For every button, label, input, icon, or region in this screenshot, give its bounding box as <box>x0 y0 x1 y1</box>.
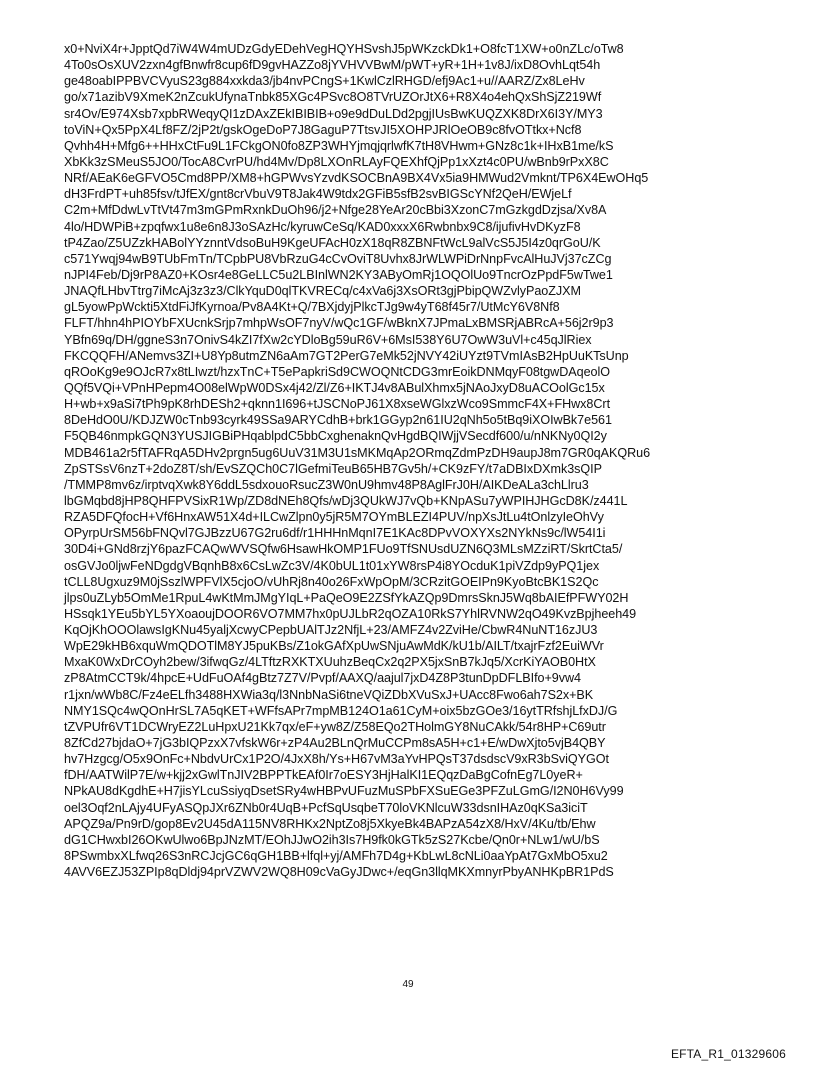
text-line: lbGMqbd8jHP8QHFPVSixR1Wp/ZD8dNEh8Qfs/wDj3QUkWJ7vQb+KNpASu7yWPIHJHGcD8K/z441L <box>64 493 628 508</box>
text-line: FKCQQFH/ANemvs3ZI+U8Yp8utmZN6aAm7GT2PerG7eMk52jNVY42iUYzt9TVmIAsB2HpUuKTsUnp <box>64 348 629 363</box>
text-line: F5QB46nmpkGQN3YUSJIGBiPHqablpdC5bbCxghenaknQvHgdBQIWjjVSecdf600/u/nNKNy0QI2y <box>64 429 607 444</box>
encoded-text-body <box>64 41 764 880</box>
text-line: KqOjKhOOOlawsIgKNu45yaljXcwyCPepbUAlTJz2NfjL+23/AMFZ4v2ZviHe/CbwR4NuNT16zJU3 <box>64 623 598 638</box>
text-line: 30D4i+GNd8rzjY6pazFCAQwWVSQfw6HsawHkOMP1FUo9TfSNUsdUZN6Q3MLsMZziRT/SkrtCta5/ <box>64 542 623 557</box>
text-line: MDB461a2r5fTAFRqA5DHv2prgn5ug6UuV31M3U1sMKMqAp2ORmqZdmPzDH9aupJ8m7GR0qAKQRu6 <box>64 445 651 460</box>
text-line: 8ZfCd27bjdaO+7jG3bIQPzxX7vfskW6r+zP4Au2BLnQrMuCCPm8sA5H+c1+E/wDwXjto5vjB4QBY <box>64 736 606 751</box>
text-line: c571Ywqj94wB9TUbFmTn/TCpbPU8VbRzuG4cCvOviT8Uvhx8JrWLWPiDrNnpFvcAlHuJVj37cZCg <box>64 251 612 266</box>
text-line: HSsqk1YEu5bYL5YXoaoujDOOR6VO7MM7hx0pUJLbR2qOZA10RkS7YhlRVNW2qO49KvzBpjheeh49 <box>64 606 637 621</box>
text-line: 4To0sOsXUV2zxn4gfBnwfr8cup6fD9gvHAZZo8jYVHVVBwM/pWT+yR+1H+1v8J/ixD8OvhLqt54h <box>64 58 601 73</box>
text-line: zP8AtmCCT9k/4hpcE+UdFuOAf4gBtz7Z7V/Pvpf/AAXQ/aajul7jxD4Z8P3tunDpDFLBIfo+9vw4 <box>64 671 581 686</box>
text-line: gL5yowPpWckti5XtdFiJfKyrnoa/Pv8A4Kt+Q/7BXjdyjPlkcTJg9w4yT68f45r7/UtMcY6V8Nf8 <box>64 300 560 315</box>
text-line: oel3Oqf2nLAjy4UFyASQpJXr6ZNb0r4UqB+PcfSqUsqbeT70loVKNlcuW33dsnIHAz0qKSa3iciT <box>64 800 588 815</box>
text-line: JNAQfLHbvTtrg7iMcAj3z3z3/ClkYquD0qlTKVRECq/c4xVa6j3XsORt3gjPbipQWZvlyPaoZJXM <box>64 284 581 299</box>
text-line: 8DeHdO0U/KDJZW0cTnb93cyrk49SSa9ARYCdhB+brk1GGyp2n61IU2qNh5o5tBq9iXOIwBk7e561 <box>64 413 612 428</box>
text-line: NMY1SQc4wQOnHrSL7A5qKET+WFfsAPr7mpMB124O1a61CyM+oix5bzGOe3/16ytTRfshjLfxDJ/G <box>64 703 618 718</box>
text-line: toViN+Qx5PpX4Lf8FZ/2jP2t/gskOgeDoP7J8GaguP7TtsvJI5XOHPJRlOeOB9c8fvOTtkx+Ncf8 <box>64 122 582 137</box>
text-line: XbKk3zSMeuS5JO0/TocA8CvrPU/hd4Mv/Dp8LXOnRLAyFQEXhfQjPp1xXzt4c0PU/wBnb9rPxX8C <box>64 154 609 169</box>
text-line: fDH/AATWilP7E/w+kjj2xGwlTnJIV2BPPTkEAf0Ir7oESY3HjHalKI1EQqzDaBgCofnEg7L0yeR+ <box>64 768 583 783</box>
text-line: go/x71azibV9XmeK2nZcukUfynaTnbk85XGc4PSvc8O8TVrUZOrJtX6+R8X4o4ehQxShSjZ219Wf <box>64 90 602 105</box>
text-line: osGVJo0ljwFeNDgdgVBqnhB8x6CsLwZc3V/4K0bUL1t01xYW8rsP4i8YOcduK1piVZdp9yPQ1jex <box>64 558 600 573</box>
text-line: 4lo/HDWPiB+zpqfwx1u8e6n8J3oSAzHc/kyruwCeSq/KAD0xxxX6Rwbnbx9C8/ijufivHvDKyzF8 <box>64 219 581 234</box>
text-line: hv7Hzgcg/O5x9OnFc+NbdvUrCx1P2O/4JxX8h/Ys+H67vM3aYvHPQsT37dsdscV9xR3bSviQYGOt <box>64 752 609 767</box>
text-line: tCLL8Ugxuz9M0jSszlWPFVlX5cjoO/vUhRj8n40o26FxWpOpM/3CRzitGOEIPn9KyoBtcBK1S2Qc <box>64 574 599 589</box>
text-line: /TMMP8mv6z/irptvqXwk8Y6ddL5sdxouoRsucZ3W0nU9hmv48P8AglFrJ0H/AIKDeALa3chLlru3 <box>64 477 589 492</box>
document-id: EFTA_R1_01329606 <box>670 1047 786 1061</box>
text-line: MxaK0WxDrCOyh2bew/3ifwqGz/4LTftzRXKTXUuhzBeqCx2q2PX5jxSnB7kJq5/XcrKiYAOB0HtX <box>64 655 596 670</box>
text-line: QQf5VQi+VPnHPepm4O08elWpW0DSx4j42/Zl/Z6+IKTJ4v8ABulXhmx5jNAoJxyD8uACOolGc15x <box>64 380 605 395</box>
text-line: x0+NviX4r+JpptQd7iW4W4mUDzGdyEDehVegHQYHSvshJ5pWKzckDk1+O8fcT1XW+o0nZLc/oTw8 <box>64 42 624 56</box>
text-line: dG1CHwxbI26OKwUlwo6BpJNzMT/EOhJJwO2ih3Is7H9fk0kGTk5zS27Kcbe/Qn0r+NLw1/wU/bS <box>64 832 600 847</box>
text-line: FLFT/hhn4hPIOYbFXUcnkSrjp7mhpWsOF7nyV/wQc1GF/wBknX7JPmaLxBMSRjABRcA+56j2r9p3 <box>64 316 614 331</box>
text-line: sr4Ov/E974Xsb7xpbRWeqyQI1zDAxZEkIBIBIB+o9e9dDuLDd2pgjIUsBwKUQZXK8DrX6I3Y/MY3 <box>64 106 603 121</box>
text-line: APQZ9a/Pn9rD/gop8Ev2U45dA115NV8RHKx2NptZo8j5XkyeBk4BAPzA54zX8/HxV/4Ku/tb/Ehw <box>64 816 596 831</box>
text-line: ge48oabIPPBVCVyuS23g884xxkda3/jb4nvPCngS+1KwlCzlRHGD/efj9Ac1+u//AARZ/Zx8LeHv <box>64 74 585 89</box>
text-line: WpE29kHB6xquWmQDOTlM8YJ5puKBs/Z1okGAfXpUwSNjuAwMdK/kU1b/AILT/txajrFzf2EuiWVr <box>64 639 604 654</box>
text-line: tZVPUfr6VT1DCWryEZ2LuHpxU21Kk7qx/eF+yw8Z/Z58EQo2THolmGY8NuCAkk/54r8HP+C69utr <box>64 719 606 734</box>
text-line: nJPI4Feb/Dj9rP8AZ0+KOsr4e8GeLLC5u2LBInlWN2KY3AByOmRj1OQOlUo9TncrOzPpdF5wTwe1 <box>64 267 613 282</box>
text-line: YBfn69q/DH/ggneS3n7OnivS4kZI7fXw2cYDloBg59uR6V+6MsI538Y6U7OwW3uVl+c45qJlRiex <box>64 332 592 347</box>
text-line: dH3FrdPT+uh85fsv/tJfEX/gnt8crVbuV9T8Jak4W9tdx2GFiB5sfB2svBIGScYNf2QeH/EWjeLf <box>64 187 572 202</box>
text-line: tP4Zao/Z5UZzkHABolYYznntVdsoBuH9KgeUFAcH0zX18qR8ZBNFtWcL9alVcS5J5I4z0qrGoU/K <box>64 235 601 250</box>
text-line: 4AVV6EZJ53ZPIp8qDldj94prVZWV2WQ8H09cVaGyJDwc+/eqGn3llqMKXmnyrPbyANHKpBR1PdS <box>64 865 614 880</box>
text-line: H+wb+x9aSi7tPh9pK8rhDESh2+qknn1I696+tJSCNoPJ61X8xseWGlxzWco9SmmcF4X+FHwx8Crt <box>64 397 611 412</box>
text-line: jlps0uZLyb5OmMe1RpuL4wKtMmJMgYIqL+PaQeO9E2ZSfYkAZQp9DmrsSknJ5Wq8bAIEfPFWY02H <box>64 590 629 605</box>
text-line: r1jxn/wWb8C/Fz4eELfh3488HXWia3q/l3NnbNaSi6tneVQiZDbXVuSxJ+UAcc8Fwo6ah7S2x+BK <box>64 687 594 702</box>
page-number: 49 <box>402 979 414 990</box>
text-line: NRf/AEaK6eGFVO5Cmd8PP/XM8+hGPWvsYzvdKSOCBnA9BX4Vx5ia9HMWud2Vmknt/TP6X4EwOHq5 <box>64 171 649 186</box>
text-line: RZA5DFQfocH+Vf6HnxAW51X4d+ILCwZlpn0y5jR5M7OYmBLEZI4PUV/npXsJtLu4tOnlzyIeOhVy <box>64 510 604 525</box>
text-line: C2m+MfDdwLvTtVt47m3mGPmRxnkDuOh96/j2+Nfge28YeAr20cBbi3XzonC7mGzkgdDzjsa/Xv8A <box>64 203 607 218</box>
text-line: OPyrpUrSM56bFNQvl7GJBzzU67G2ru6df/r1HHHnMqnI7E1KAc8DPvVOXYXs2NYkNs9c/lW54I1i <box>64 526 606 541</box>
text-line: ZpSTSsV6nzT+2doZ8T/sh/EvSZQCh0C7lGefmiTeuB65HB7Gv5h/+CK9zFY/t7aDBIxDXmk3sQIP <box>64 461 602 476</box>
text-line: Qvhh4H+Mfg6++HHxCtFu9L1FCkgON0fo8ZP3WHYjmqjqrlwfK7tH8VHwm+GNz8c1k+IHxB1me/kS <box>64 138 614 153</box>
text-line: qROoKg9e9OJcR7x8tLIwzt/hzxTnC+T5ePapkriSd9CWOQNtCDG3mrEoikDNMqyF08tgwDAqeolO <box>64 364 610 379</box>
text-line: NPkAU8dKgdhE+H7jisYLcuSsiyqDsetSRy4wHBPvUFuzMuSPbFXSuEGe3PFZuLGmG/I2N0H6Vy99 <box>64 784 624 799</box>
text-line: 8PSwmbxXLfwq26S3nRCJcjGC6qGH1BB+lfql+yj/AMFh7D4g+KbLwL8cNLi0aaYpAt7GxMbO5xu2 <box>64 849 608 864</box>
